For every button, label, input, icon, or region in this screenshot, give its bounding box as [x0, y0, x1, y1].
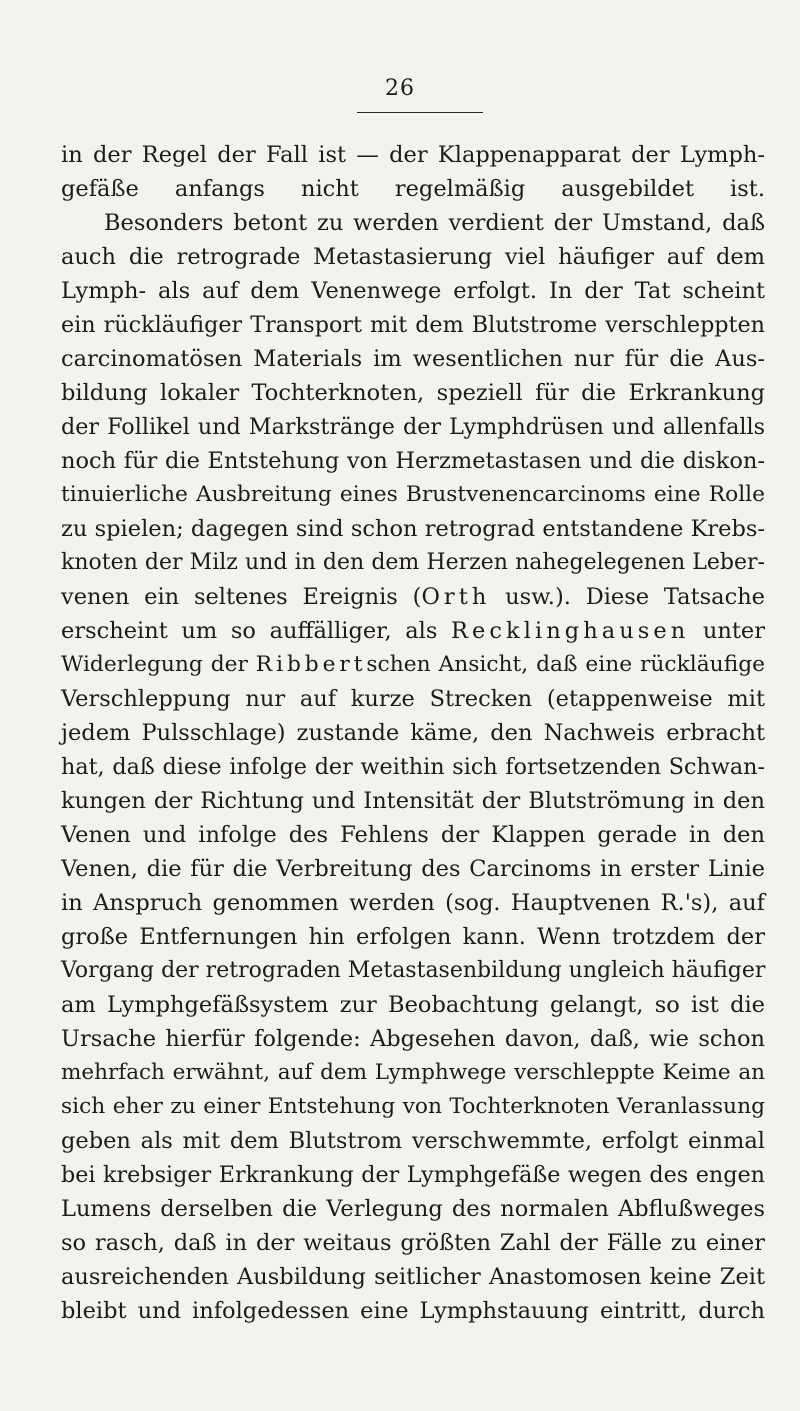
- text-line: bei krebsiger Erkrankung der Lymphgefäße wegen des engen: [61, 1162, 765, 1188]
- spaced-name: Recklinghausen: [451, 618, 690, 644]
- text-line: knoten der Milz und in den dem Herzen nahegelegenen Leber-: [61, 550, 765, 575]
- text-line: Verschleppung nur auf kurze Strecken (etappenweise mit: [61, 686, 765, 712]
- text-line: Ursache hierfür folgende: Abgesehen davon, daß, wie schon: [61, 1026, 765, 1052]
- text-line: Lymph- als auf dem Venenwege erfolgt. In der Tat scheint: [61, 278, 765, 304]
- text-line: Besonders betont zu werden verdient der Umstand, daß: [104, 210, 765, 236]
- text-line: der Follikel und Markstränge der Lymphdrüsen und allenfalls: [61, 414, 765, 440]
- text-line: große Entfernungen hin erfolgen kann. Wenn trotzdem der: [61, 924, 765, 950]
- text-line: Lumens derselben die Verlegung des normalen Abflußweges: [61, 1196, 765, 1222]
- text-line: in Anspruch genommen werden (sog. Hauptvenen R.'s), auf: [61, 890, 765, 916]
- text-line: bleibt und infolgedessen eine Lymphstauung eintritt, durch: [61, 1298, 765, 1324]
- text-line: kungen der Richtung und Intensität der Blutströmung in den: [61, 788, 765, 814]
- spaced-name: Orth: [421, 584, 491, 610]
- page-number: 26: [385, 76, 415, 101]
- header-rule: [357, 112, 483, 113]
- text-line: zu spielen; dagegen sind schon retrograd entstandene Krebs-: [61, 516, 765, 542]
- text-line: Widerlegung der Ribbertschen Ansicht, daß eine rückläufige: [61, 652, 765, 677]
- text-line: carcinomatösen Materials im wesentlichen nur für die Aus-: [61, 346, 765, 372]
- text-line: sich eher zu einer Entstehung von Tochterknoten Veranlassung: [61, 1094, 765, 1119]
- text-line: mehrfach erwähnt, auf dem Lymphwege verschleppte Keime an: [61, 1060, 765, 1085]
- text-line: Venen und infolge des Fehlens der Klappen gerade in den: [61, 822, 765, 848]
- text-line: venen ein seltenes Ereignis (Orth usw.). Diese Tatsache: [61, 584, 766, 610]
- spaced-name: Ribbert: [255, 652, 367, 677]
- text-line: geben als mit dem Blutstrom verschwemmte, erfolgt einmal: [61, 1128, 765, 1154]
- text-line: jedem Pulsschlage) zustande käme, den Nachweis erbracht: [61, 720, 765, 746]
- text-line: hat, daß diese infolge der weithin sich fortsetzenden Schwan-: [61, 754, 765, 780]
- text-line: tinuierliche Ausbreitung eines Brustvenencarcinoms eine Rolle: [61, 482, 765, 507]
- body-text: [61, 138, 765, 1328]
- text-line: Vorgang der retrograden Metastasenbildung ungleich häufiger: [61, 958, 766, 983]
- text-line: ein rückläufiger Transport mit dem Blutstrome verschleppten: [61, 312, 765, 338]
- text-line: noch für die Entstehung von Herzmetastasen und die diskon-: [61, 448, 765, 474]
- text-line: Venen, die für die Verbreitung des Carcinoms in erster Linie: [61, 856, 765, 882]
- text-line: ausreichenden Ausbildung seitlicher Anastomosen keine Zeit: [61, 1264, 765, 1290]
- text-line: erscheint um so auffälliger, als Recklinghausen unter: [61, 618, 766, 644]
- text-line: auch die retrograde Metastasierung viel häufiger auf dem: [61, 244, 765, 270]
- text-line: bildung lokaler Tochterknoten, speziell für die Erkrankung: [61, 380, 765, 406]
- text-line: in der Regel der Fall ist — der Klappenapparat der Lymph-: [61, 142, 765, 168]
- text-line: gefäße anfangs nicht regelmäßig ausgebildet ist.: [61, 176, 765, 202]
- text-line: so rasch, daß in der weitaus größten Zahl der Fälle zu einer: [61, 1230, 765, 1256]
- text-line: am Lymphgefäßsystem zur Beobachtung gelangt, so ist die: [61, 992, 765, 1018]
